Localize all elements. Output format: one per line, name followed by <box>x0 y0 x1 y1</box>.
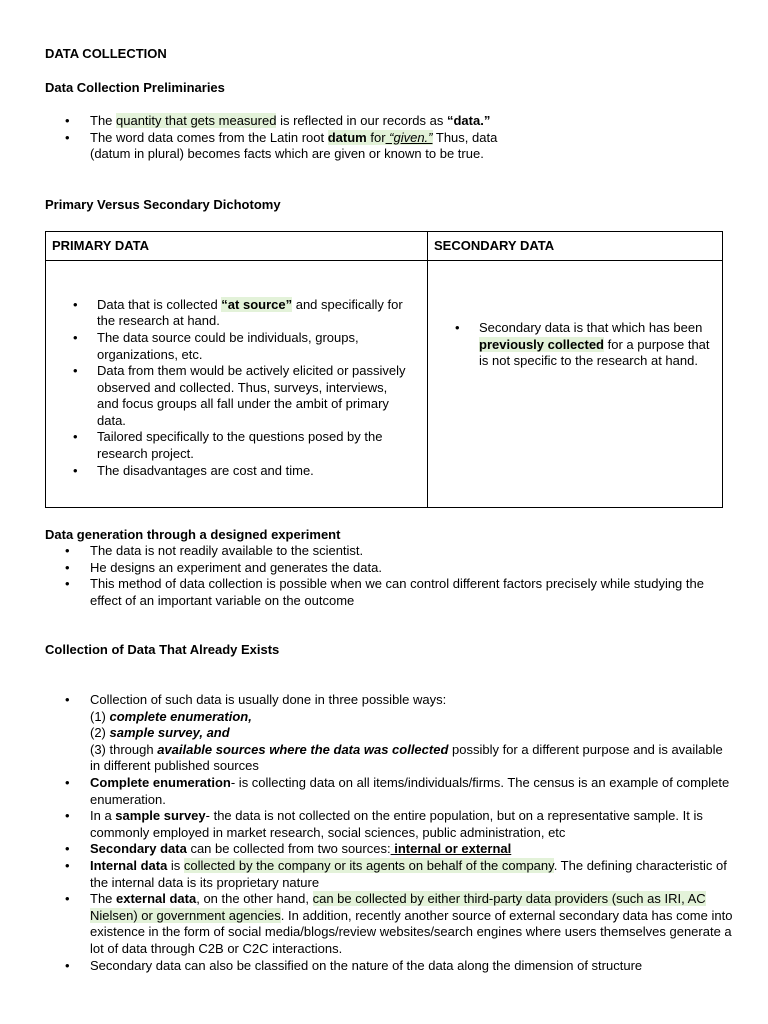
list-item: • This method of data collection is possible when we can control different factors precisely while studying the effect of an important variable on the outcome <box>45 576 735 609</box>
list-item: • Internal data is collected by the company or its agents on behalf of the company. The defining characteristic of the internal data is its proprietary nature <box>45 858 735 891</box>
primary-data-cell <box>46 261 428 508</box>
secondary-data-cell <box>428 261 723 508</box>
list-item: • Collection of such data is usually done in three possible ways: (1) complete enumeration, (2) sample survey, and (3) through available sources where the data was collected possibly for a different purpose and is available in different published sources <box>45 692 735 775</box>
list-item: • Secondary data can also be classified on the nature of the data along the dimension of structure <box>45 958 735 975</box>
list-item: • The disadvantages are cost and time. <box>46 463 406 480</box>
list-item: • In a sample survey- the data is not collected on the entire population, but on a representative sample. It is commonly employed in market research, social sciences, public administration, etc <box>45 808 735 841</box>
table-header-primary: PRIMARY DATA <box>46 232 428 261</box>
section-heading-dichotomy: Primary Versus Secondary Dichotomy <box>45 197 281 212</box>
list-item: • The quantity that gets measured is reflected in our records as “data.” <box>45 113 535 130</box>
secondary-data-list <box>428 320 710 370</box>
existing-data-list <box>45 692 735 974</box>
list-item: • Secondary data is that which has been previously collected for a purpose that is not specific to the research at hand. <box>428 320 710 370</box>
dichotomy-table <box>45 231 723 508</box>
experiment-list <box>45 543 735 609</box>
preliminaries-list <box>45 113 535 163</box>
list-item: • He designs an experiment and generates the data. <box>45 560 735 577</box>
list-item: • The word data comes from the Latin root datum for “given.” Thus, data (datum in plural) becomes facts which are given or known to be true. <box>45 130 535 163</box>
page-title: DATA COLLECTION <box>45 46 167 61</box>
section-heading-experiment: Data generation through a designed experiment <box>45 527 341 542</box>
list-item: • Data from them would be actively elicited or passively observed and collected. Thus, surveys, interviews, and focus groups all fall under the ambit of primary data. <box>46 363 406 429</box>
list-item: • The external data, on the other hand, can be collected by either third-party data providers (such as IRI, AC Nielsen) or government agencies. In addition, recently another source of external secondary data has come into existence in the form of social media/blogs/review websites/search engines where users themselves generate a lot of data through C2B or C2C interactions. <box>45 891 735 957</box>
list-item: • The data source could be individuals, groups, organizations, etc. <box>46 330 406 363</box>
section-heading-preliminaries: Data Collection Preliminaries <box>45 80 225 95</box>
list-item: • Complete enumeration- is collecting data on all items/individuals/firms. The census is an example of complete enumeration. <box>45 775 735 808</box>
section-heading-existing: Collection of Data That Already Exists <box>45 642 280 657</box>
list-item: • The data is not readily available to the scientist. <box>45 543 735 560</box>
list-item: • Tailored specifically to the questions posed by the research project. <box>46 429 406 462</box>
list-item: • Secondary data can be collected from two sources: internal or external <box>45 841 735 858</box>
primary-data-list <box>46 297 406 480</box>
table-header-secondary: SECONDARY DATA <box>428 232 723 261</box>
list-item: • Data that is collected “at source” and specifically for the research at hand. <box>46 297 406 330</box>
